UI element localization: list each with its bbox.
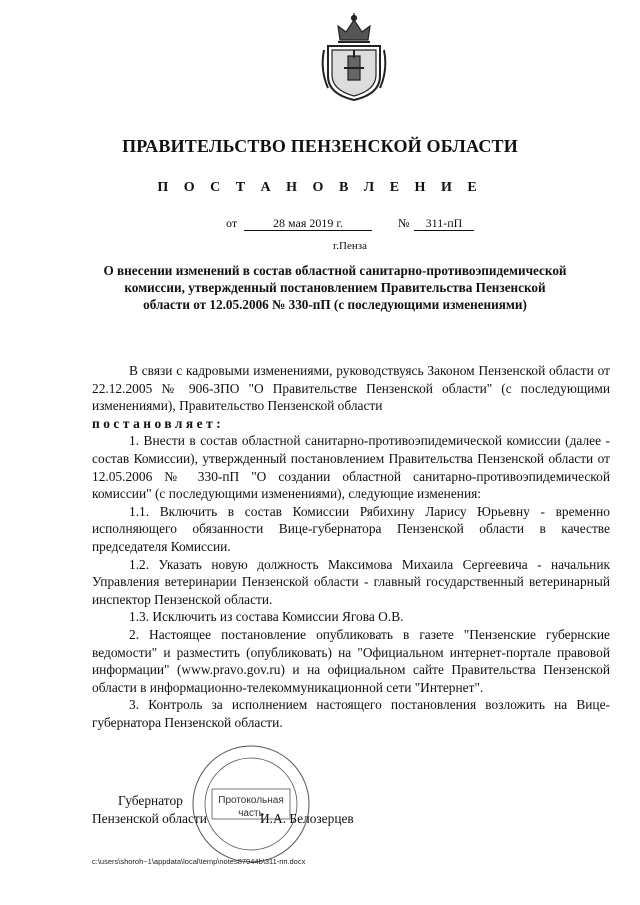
signatory-position-line2: Пензенской области bbox=[92, 811, 207, 826]
paragraph-1: 1. Внести в состав областной санитарно-противоэпидемической комиссии (далее - состав Комиссии), утвержденный постановлением Правительства Пензенской области от 12.05.2006 № 330-пП "О создании областной санитарно-противоэпидемической комиссии" (с последующими изменениями), следующие изменения: bbox=[92, 433, 610, 502]
paragraph-2: 2. Настоящее постановление опубликовать в газете "Пензенские губернские ведомости" и разместить (опубликовать) на "Официальном интернет-портале правовой информации" (www.pravo.gov.ru) и на официальном сайте Правительства Пензенской области в информационно-телекоммуникационной сети "Интернет". bbox=[92, 626, 610, 695]
document-type: П О С Т А Н О В Л Е Н И Е bbox=[157, 180, 483, 195]
paragraph-1-2: 1.2. Указать новую должность Максимова Михаила Сергеевича - начальник Управления ветеринарии Пензенской области - главный государственный ветеринарный инспектор Пензенской области. bbox=[92, 556, 610, 607]
signatory-name: И.А. Белозерцев bbox=[260, 811, 354, 826]
date-number-line bbox=[226, 216, 526, 232]
city: г.Пенза bbox=[333, 240, 367, 252]
document-title: О внесении изменений в состав областной санитарно-противоэпидемической комиссии, утвержденный постановлением Правительства Пензенской области от 12.05.2006 № 330-пП (с последующими изменениями) bbox=[103, 263, 567, 312]
coat-of-arms-icon bbox=[318, 10, 390, 102]
document-number: 311-пП bbox=[414, 216, 474, 231]
document-body bbox=[92, 362, 610, 731]
file-path: c:\users\shoroh~1\appdata\local\temp\notes87944b\311-пп.docx bbox=[92, 857, 306, 866]
paragraph-3: 3. Контроль за исполнением настоящего постановления возложить на Вице-губернатора Пензенской области. bbox=[92, 697, 610, 730]
date-prefix: от bbox=[226, 216, 238, 230]
stamp-line-1: Протокольная bbox=[218, 795, 284, 806]
paragraph-1-3: 1.3. Исключить из состава Комиссии Ягова О.В. bbox=[129, 609, 404, 625]
resolves-word: постановляет: bbox=[92, 415, 225, 431]
stamp-line-2: часть bbox=[238, 808, 264, 819]
signatory-position-line1: Губернатор bbox=[118, 793, 183, 808]
intro-paragraph: В связи с кадровыми изменениями, руководствуясь Законом Пензенской области от 22.12.2005 № 906-ЗПО "О Правительстве Пензенской области" (с последующими изменениями), Правительство Пензенской области bbox=[92, 363, 610, 414]
government-name: ПРАВИТЕЛЬСТВО ПЕНЗЕНСКОЙ ОБЛАСТИ bbox=[122, 136, 518, 156]
paragraph-1-1: 1.1. Включить в состав Комиссии Рябихину Ларису Юрьевну - временно исполняющего обязанности Вице-губернатора Пензенской области в качестве председателя Комиссии. bbox=[92, 503, 610, 554]
number-prefix: № bbox=[398, 216, 410, 230]
document-date: 28 мая 2019 г. bbox=[244, 216, 372, 231]
